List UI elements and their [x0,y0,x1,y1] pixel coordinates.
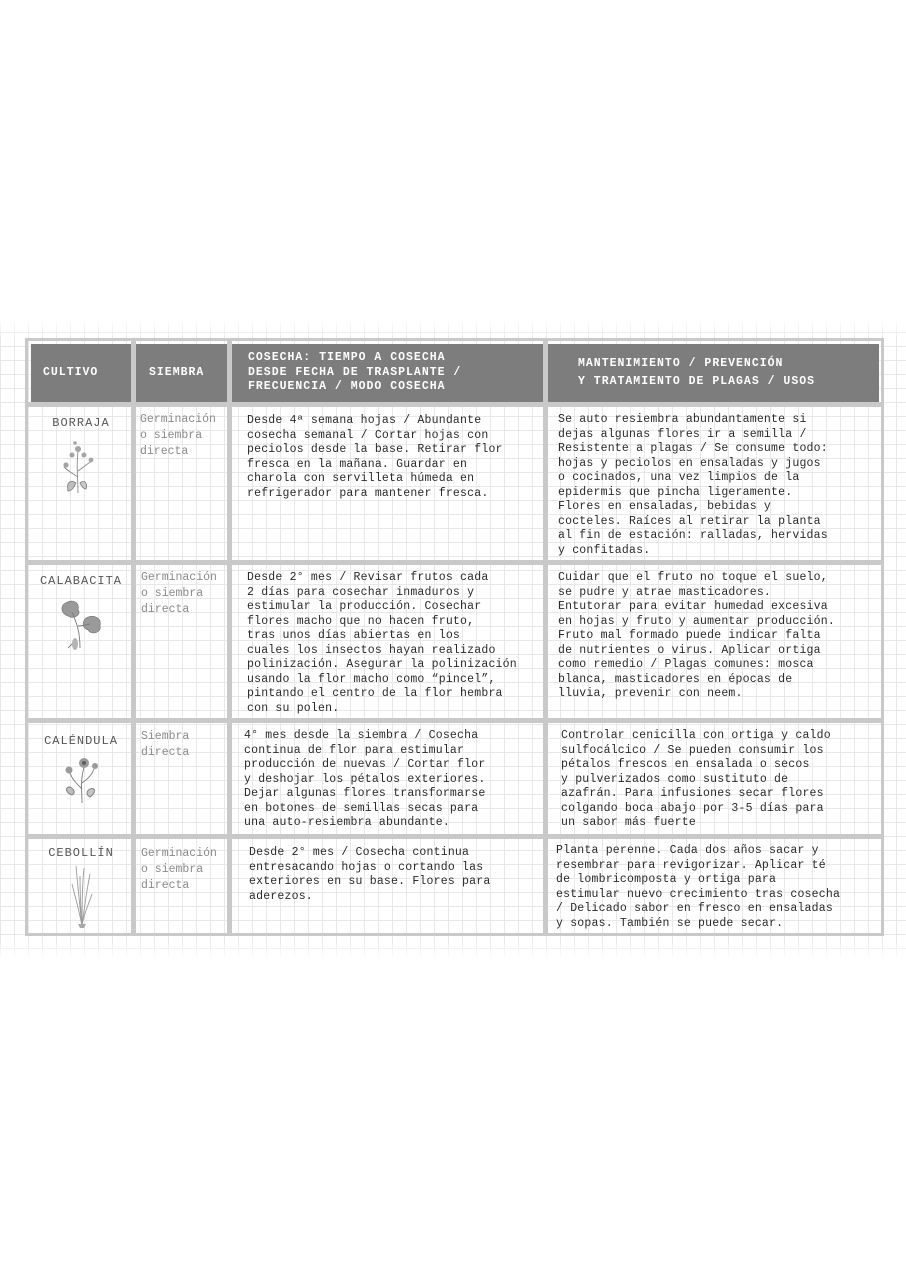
borage-flower-icon [58,437,98,495]
cosecha-calendula: 4° mes desde la siembra / Cosecha continua de flor para estimular producción de nuevas / Cortar flor y deshojar los pétalos exteriores. Dejar algunas flores transformarse en botones de semillas secas para una auto-resiembra abundante. [244,729,486,829]
header-cultivo-label: CULTIVO [43,365,99,379]
crop-name-calendula: CALÉNDULA [44,734,118,748]
header-cultivo [31,344,131,402]
mantenimiento-borraja: Se auto resiembra abundantamente si dejas algunas flores ir a semilla / Resistente a plagas / Se consume todo: hojas y peciolos en ensaladas y jugos o cocinados, una vez limpios de la epidermis que pincha ligeramente. Flores en ensaladas, bebidas y cocteles. Raíces al retirar la planta al fin de estación: ralladas, hervidas y confitadas. [558,413,828,557]
column-divider [543,341,548,933]
mantenimiento-calendula: Controlar cenicilla con ortiga y caldo sulfocálcico / Se pueden consumir los pétalos frescos en ensalada o secos y pulverizados como sustituto de azafrán. Para infusiones secar flores colgando boca abajo por 3-5 días para un sabor más fuerte [561,729,831,829]
column-divider [131,341,136,933]
crop-name-cebollin: CEBOLLÍN [48,846,114,860]
row-divider [28,834,881,839]
crop-name-borraja: BORRAJA [52,416,110,430]
header-mantenimiento-label: MANTENIMIENTO / PREVENCIÓN Y TRATAMIENTO DE PLAGAS / USOS [578,357,816,388]
siembra-calabacita: Germinación o siembra directa [141,571,217,616]
crop-table [25,338,884,936]
column-divider [227,341,232,933]
siembra-calendula: Siembra directa [141,730,190,759]
siembra-cebollin: Germinación o siembra directa [141,847,217,892]
header-divider [28,402,881,407]
header-cosecha [232,344,543,402]
header-siembra [136,344,227,402]
header-cosecha-label: COSECHA: TIEMPO A COSECHA DESDE FECHA DE TRASPLANTE / FRECUENCIA / MODO COSECHA [248,351,462,394]
row-divider [28,560,881,565]
cosecha-borraja: Desde 4ª semana hojas / Abundante cosecha semanal / Cortar hojas con peciolos desde la base. Retirar flor fresca en la mañana. Guardar en charola con servilleta húmeda en refrigerador para mantener fresca. [247,414,503,500]
crop-name-calabacita: CALABACITA [39,574,122,588]
header-mantenimiento [548,344,879,402]
mantenimiento-cebollin: Planta perenne. Cada dos años sacar y resembrar para revigorizar. Aplicar té de lombricomposta y ortiga para estimular nuevo crecimiento tras cosecha / Delicado sabor en fresco en ensaladas y sopas. También se puede secar. [556,844,841,930]
chives-plant-icon [70,864,94,930]
header-siembra-label: SIEMBRA [149,365,205,379]
cosecha-cebollin: Desde 2° mes / Cosecha continua entresacando hojas o cortando las exteriores en su base. Flores para aderezos. [249,846,491,903]
siembra-borraja: Germinación o siembra directa [140,413,216,458]
mantenimiento-calabacita: Cuidar que el fruto no toque el suelo, se pudre y atrae masticadores. Entutorar para evitar humedad excesiva en hojas y fruto y aumentar producción. Fruto mal formado puede indicar falta de nutrientes o virus. Aplicar ortiga como remedio / Plagas comunes: mosca blanca, masticadores en épocas de lluvia, prevenir con neem. [558,571,835,700]
grid-fade-top [0,318,906,338]
row-divider [28,718,881,723]
zucchini-plant-icon [58,596,106,654]
cosecha-calabacita: Desde 2° mes / Revisar frutos cada 2 días para cosechar inmaduros y estimular la producción. Cosechar flores macho que no hacen fruto, tras unos días abiertas en los cuales los insectos hayan realizado polinización. Asegurar la polinización usando la flor macho como “pincel”, pintando el centro de la flor hembra con su polen. [247,571,517,715]
calendula-flower-icon [60,753,102,805]
grid-fade-bottom [0,940,906,960]
